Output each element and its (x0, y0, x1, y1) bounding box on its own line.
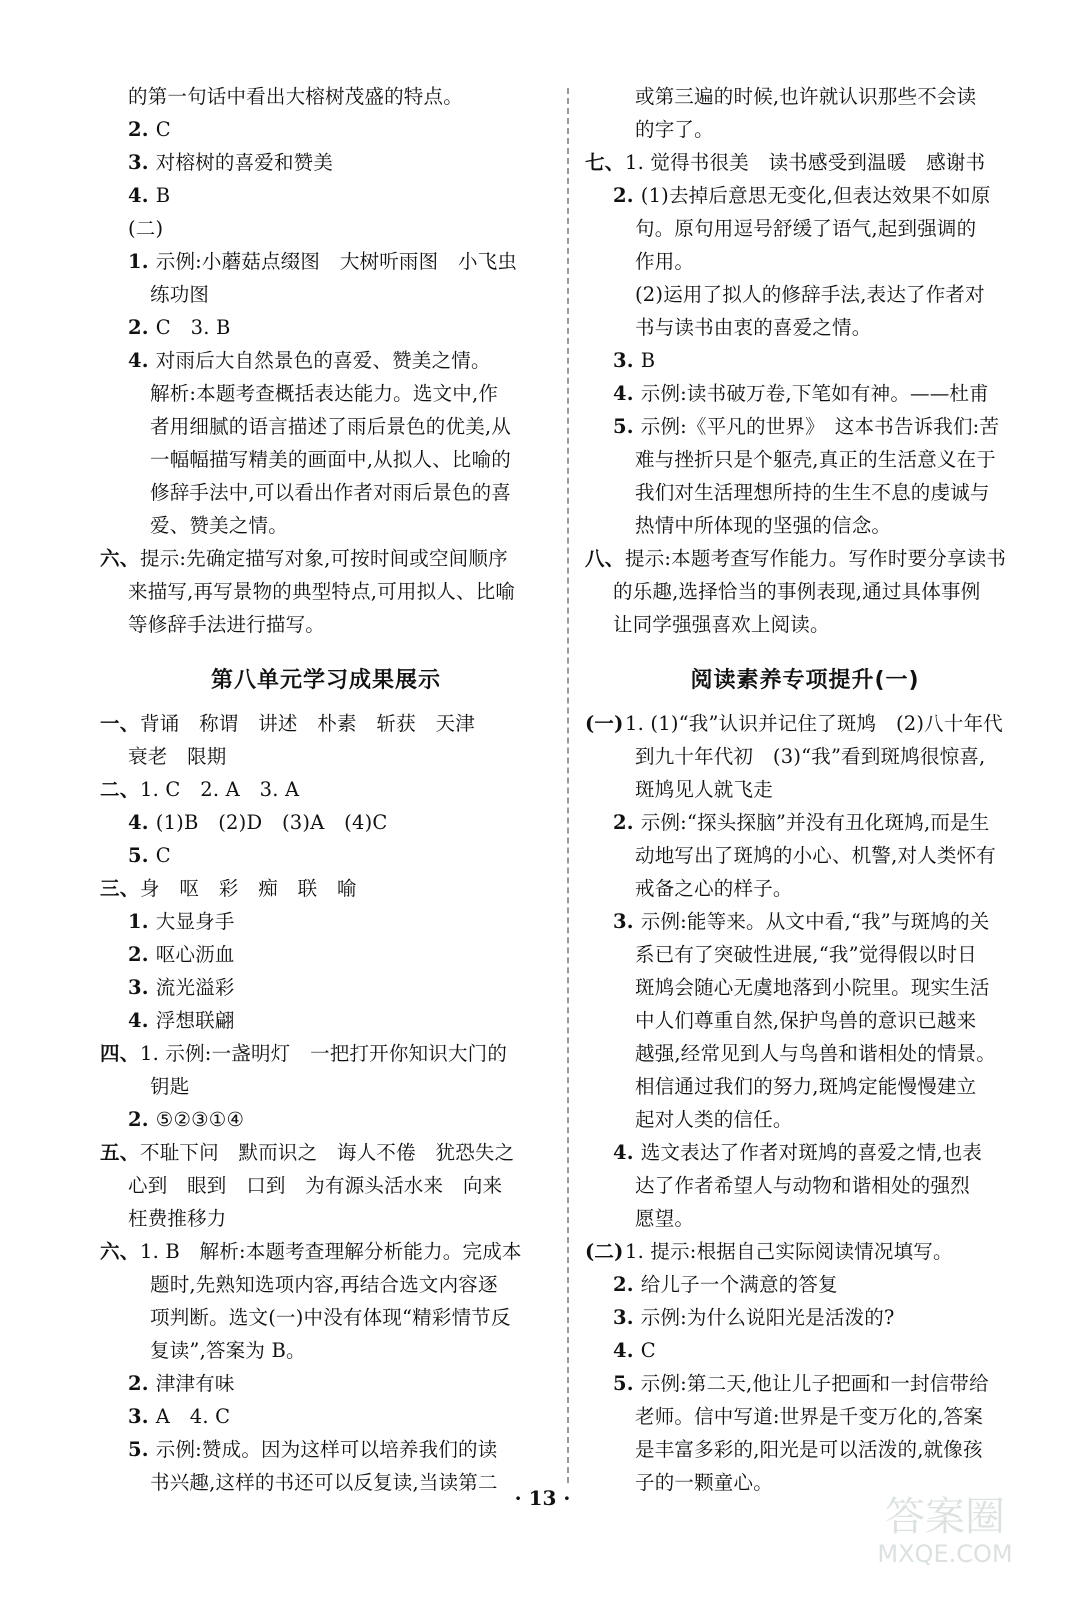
line-content: 不耻下问 默而识之 诲人不倦 犹恐失之 (140, 1141, 515, 1164)
answer-line (100, 443, 552, 476)
answer-text (150, 1301, 511, 1334)
answer-line (585, 146, 1025, 179)
line-content: 的第一句话中看出大榕树茂盛的特点。 (128, 85, 463, 108)
answer-text (613, 410, 999, 443)
line-content: B (155, 184, 171, 207)
answer-text (635, 311, 871, 344)
line-content: 身 呕 彩 痴 联 喻 (140, 877, 357, 900)
line-content: 心到 眼到 口到 为有源头活水来 向来 (128, 1174, 503, 1197)
answer-line (100, 938, 552, 971)
answer-line (585, 80, 1025, 113)
line-content: 者用细腻的语言描述了雨后景色的优美,从 (150, 415, 511, 438)
item-number: 3. (128, 151, 149, 174)
left-column (100, 80, 552, 1499)
line-content: 枉费推移力 (128, 1207, 227, 1230)
answer-line (100, 278, 552, 311)
line-content: 示例:“探头探脑”并没有丑化斑鸠,而是生 (640, 811, 990, 834)
answer-text (150, 410, 511, 443)
answer-line (585, 245, 1025, 278)
line-content: 达了作者希望人与动物和谐相处的强烈 (635, 1174, 970, 1197)
answer-text (635, 113, 714, 146)
line-content: 系已有了突破性进展,“我”觉得假以时日 (635, 943, 977, 966)
answer-text (613, 179, 991, 212)
answer-line (100, 1169, 552, 1202)
answer-text (128, 905, 235, 938)
answer-line (585, 1136, 1025, 1169)
answer-text (150, 443, 511, 476)
question-label: 八、 (585, 547, 625, 570)
line-content: 书兴趣,这样的书还可以反复读,当读第二 (150, 1471, 498, 1494)
answer-text (635, 1169, 970, 1202)
line-content: 1. B 解析:本题考查理解分析能力。完成本 (140, 1240, 522, 1263)
question-label: 五、 (100, 1141, 140, 1164)
line-content: 1. 觉得书很美 读书感受到温暖 感谢书 (625, 151, 986, 174)
item-number: 5. (613, 415, 634, 438)
answer-line (585, 1400, 1025, 1433)
line-content: 项判断。选文(一)中没有体现“精彩情节反 (150, 1306, 511, 1329)
item-number: 5. (613, 1372, 634, 1395)
answer-line (585, 344, 1025, 377)
right-bottom-block (585, 707, 1025, 1499)
line-content: 示例:赞成。因为这样可以培养我们的读 (155, 1438, 498, 1461)
line-content: 流光溢彩 (155, 976, 235, 999)
item-number: 3. (128, 976, 149, 999)
answer-text (128, 740, 227, 773)
answer-line (100, 179, 552, 212)
answer-text (150, 278, 209, 311)
answer-text (635, 872, 793, 905)
item-number: 2. (128, 943, 149, 966)
answer-line (585, 773, 1025, 806)
answer-text (635, 476, 990, 509)
answer-line (585, 1334, 1025, 1367)
line-content: 来描写,再写景物的典型特点,可用拟人、比喻 (128, 580, 516, 603)
item-number: 2. (128, 1108, 149, 1131)
answer-text (128, 80, 463, 113)
answer-line (585, 1235, 1025, 1268)
answer-text (613, 1268, 838, 1301)
line-content: 爱、赞美之情。 (150, 514, 288, 537)
line-content: 动地写出了斑鸠的小心、机警,对人类怀有 (635, 844, 996, 867)
line-content: 1. (1)“我”认识并记住了斑鸠 (2)八十年代 (625, 712, 1003, 735)
line-content: 大显身手 (155, 910, 235, 933)
line-content: ⑤②③①④ (155, 1108, 245, 1131)
watermark-logo (845, 1482, 1045, 1572)
line-content: 愿望。 (635, 1207, 695, 1230)
item-number: 2. (613, 184, 634, 207)
answer-line (585, 278, 1025, 311)
answer-text (635, 278, 985, 311)
answer-text (635, 740, 985, 773)
answer-line (100, 80, 552, 113)
answer-line (100, 1037, 552, 1070)
answer-text (128, 146, 333, 179)
line-content: C (155, 118, 171, 141)
watermark-main: 答案圈 (885, 1494, 1005, 1540)
line-content: (1)B (2)D (3)A (4)C (155, 811, 388, 834)
answer-line (585, 872, 1025, 905)
line-content: 老师。信中写道:世界是千变万化的,答案 (635, 1405, 984, 1428)
line-content: 是丰富多彩的,阳光是可以活泼的,就像孩 (635, 1438, 983, 1461)
line-content: 津津有味 (155, 1372, 235, 1395)
question-label: 七、 (585, 151, 625, 174)
item-number: 4. (128, 349, 149, 372)
item-number: 1. (128, 250, 149, 273)
line-content: 句。原句用逗号舒缓了语气,起到强调的 (635, 217, 977, 240)
answer-text (613, 806, 989, 839)
line-content: 练功图 (150, 283, 210, 306)
answer-line (585, 443, 1025, 476)
answer-text (128, 1367, 235, 1400)
line-content: C (640, 1339, 656, 1362)
left-top-block (100, 80, 552, 641)
line-content: 钥匙 (150, 1075, 190, 1098)
answer-line (100, 872, 552, 905)
item-number: 4. (128, 1009, 149, 1032)
answer-line (100, 971, 552, 1004)
answer-text (150, 476, 511, 509)
answer-text (625, 542, 1006, 575)
item-number: 1. (128, 910, 149, 933)
answer-text (625, 707, 1003, 740)
answer-line (100, 1400, 552, 1433)
answer-line (585, 1004, 1025, 1037)
line-content: 解析:本题考查概括表达能力。选文中,作 (150, 382, 499, 405)
answer-line (585, 806, 1025, 839)
answer-line (100, 509, 552, 542)
answer-line (585, 1433, 1025, 1466)
answer-line (100, 1433, 552, 1466)
answer-text (635, 1037, 996, 1070)
line-content: A 4. C (155, 1405, 231, 1428)
item-number: 2. (128, 316, 149, 339)
line-content: 或第三遍的时候,也许就认识那些不会读 (635, 85, 977, 108)
item-number: 2. (613, 811, 634, 834)
answer-line (585, 542, 1025, 575)
question-label: 二、 (100, 778, 140, 801)
answer-line (100, 1334, 552, 1367)
answer-text (128, 1004, 235, 1037)
answer-text (128, 839, 171, 872)
answer-line (100, 344, 552, 377)
answer-line (100, 773, 552, 806)
answer-text (613, 1334, 656, 1367)
answer-text (635, 1070, 976, 1103)
line-content: 戒备之心的样子。 (635, 877, 793, 900)
answer-line (100, 542, 552, 575)
answer-line (585, 905, 1025, 938)
answer-text (128, 608, 325, 641)
answer-text (128, 311, 231, 344)
right-top-block (585, 80, 1025, 641)
answer-text (128, 1169, 502, 1202)
answer-line (100, 1235, 552, 1268)
answer-line (100, 410, 552, 443)
line-content: 1. 示例:一盏明灯 一把打开你知识大门的 (140, 1042, 508, 1065)
question-label: (一) (585, 712, 624, 735)
line-content: 一幅幅描写精美的画面中,从拟人、比喻的 (150, 448, 511, 471)
answer-text (140, 872, 357, 905)
answer-line (100, 1004, 552, 1037)
section-heading-unit-8: 第八单元学习成果展示 (210, 668, 441, 693)
answer-line (100, 1367, 552, 1400)
answer-line (100, 1301, 552, 1334)
answer-line (585, 1103, 1025, 1136)
answer-text (128, 806, 388, 839)
line-content: 示例:读书破万卷,下笔如有神。——杜甫 (640, 382, 989, 405)
answer-text (128, 212, 163, 245)
answer-text (635, 1433, 983, 1466)
answer-line (100, 476, 552, 509)
item-number: 4. (613, 1339, 634, 1362)
answer-text (128, 245, 517, 278)
answer-text (128, 344, 491, 377)
answer-text (613, 575, 980, 608)
item-number: 3. (613, 910, 634, 933)
answer-line (100, 575, 552, 608)
line-content: C 3. B (155, 316, 231, 339)
answer-line (100, 113, 552, 146)
line-content: 子的一颗童心。 (635, 1471, 773, 1494)
line-content: 相信通过我们的努力,斑鸠定能慢慢建立 (635, 1075, 977, 1098)
answer-text (128, 971, 235, 1004)
item-number: 4. (613, 382, 634, 405)
item-number: 2. (128, 1372, 149, 1395)
answer-line (585, 938, 1025, 971)
line-content: 起对人类的信任。 (635, 1108, 793, 1131)
answer-line (100, 1103, 552, 1136)
line-content: 示例:第二天,他让儿子把画和一封信带给 (640, 1372, 989, 1395)
answer-line (100, 1070, 552, 1103)
line-content: 衰老 限期 (128, 745, 227, 768)
line-content: B (640, 349, 656, 372)
item-number: 3. (128, 1405, 149, 1428)
line-content: 等修辞手法进行描写。 (128, 613, 326, 636)
question-label: 六、 (100, 547, 140, 570)
answer-line (100, 245, 552, 278)
answer-text (635, 773, 773, 806)
answer-text (613, 608, 830, 641)
line-content: 斑鸠会随心无虞地落到小院里。现实生活 (635, 976, 990, 999)
line-content: 示例:能等来。从文中看,“我”与斑鸠的关 (640, 910, 990, 933)
line-content: 难与挫折只是个躯壳,真正的生活意义在于 (635, 448, 996, 471)
line-content: 题时,先熟知选项内容,再结合选文内容逐 (150, 1273, 498, 1296)
line-content: (1)去掉后意思无变化,但表达效果不如原 (640, 184, 991, 207)
question-label: (二) (585, 1240, 624, 1263)
answer-text (613, 905, 989, 938)
answer-text (150, 1268, 498, 1301)
answer-text (140, 773, 299, 806)
answer-text (128, 1202, 227, 1235)
answer-text (635, 212, 976, 245)
item-number: 5. (128, 844, 149, 867)
answer-text (635, 971, 990, 1004)
line-content: 呕心沥血 (155, 943, 235, 966)
answer-line (100, 707, 552, 740)
answer-line (585, 575, 1025, 608)
answer-line (585, 509, 1025, 542)
answer-line (100, 311, 552, 344)
answer-text (150, 1334, 306, 1367)
answer-line (100, 740, 552, 773)
question-label: 一、 (100, 712, 140, 735)
answer-text (140, 1037, 507, 1070)
answer-line (100, 608, 552, 641)
line-content: 修辞手法中,可以看出作者对雨后景色的喜 (150, 481, 511, 504)
question-label: 六、 (100, 1240, 140, 1263)
item-number: 4. (128, 811, 149, 834)
line-content: 中人们尊重自然,保护鸟兽的意识已越来 (635, 1009, 977, 1032)
answer-line (585, 608, 1025, 641)
answer-text (128, 179, 170, 212)
answer-line (100, 212, 552, 245)
answer-line (100, 146, 552, 179)
answer-text (613, 1136, 982, 1169)
item-number: 3. (613, 1306, 634, 1329)
left-bottom-block (100, 707, 552, 1499)
answer-text (635, 839, 996, 872)
answer-text (150, 509, 288, 542)
item-number: 3. (613, 349, 634, 372)
answer-text (150, 377, 498, 410)
answer-line (585, 839, 1025, 872)
answer-line (585, 1070, 1025, 1103)
answer-line (585, 377, 1025, 410)
answer-line (585, 410, 1025, 443)
line-content: 浮想联翩 (155, 1009, 235, 1032)
line-content: 背诵 称谓 讲述 朴素 斩获 天津 (140, 712, 475, 735)
line-content: 的字了。 (635, 118, 714, 141)
line-content: 提示:本题考查写作能力。写作时要分享读书 (625, 547, 1007, 570)
page-number-value: 13 (528, 1486, 557, 1510)
item-number: 5. (128, 1438, 149, 1461)
answer-line (585, 1037, 1025, 1070)
answer-line (585, 476, 1025, 509)
answer-line (585, 1169, 1025, 1202)
line-content: 复读”,答案为 B。 (150, 1339, 306, 1362)
answer-text (635, 1202, 694, 1235)
line-content: 让同学强强喜欢上阅读。 (613, 613, 830, 636)
answer-line (100, 377, 552, 410)
line-content: 斑鸠见人就飞走 (635, 778, 773, 801)
answer-text (128, 1103, 244, 1136)
answer-line (585, 1202, 1025, 1235)
line-content: 示例:《平凡的世界》 这本书告诉我们:苦 (640, 415, 1000, 438)
answer-text (635, 1400, 983, 1433)
watermark-url: MXQE.COM (877, 1540, 1013, 1568)
answer-text (613, 1367, 989, 1400)
answer-text (613, 1301, 895, 1334)
answer-text (128, 113, 171, 146)
line-content: 示例:小蘑菇点缀图 大树听雨图 小飞虫 (155, 250, 518, 273)
item-number: 4. (128, 184, 149, 207)
line-content: 1. 提示:根据自己实际阅读情况填写。 (625, 1240, 953, 1263)
answer-text (635, 443, 996, 476)
answer-line (585, 1268, 1025, 1301)
answer-text (625, 1235, 953, 1268)
line-content: 作用。 (635, 250, 695, 273)
line-content: 示例:为什么说阳光是活泼的? (640, 1306, 895, 1329)
answer-line (585, 179, 1025, 212)
page-number: · 13 · (514, 1486, 571, 1510)
answer-line (585, 311, 1025, 344)
answer-line (585, 971, 1025, 1004)
line-content: 选文表达了作者对斑鸠的喜爱之情,也表 (640, 1141, 983, 1164)
answer-text (635, 509, 891, 542)
answer-line (585, 740, 1025, 773)
line-content: 提示:先确定描写对象,可按时间或空间顺序 (140, 547, 508, 570)
answer-line (585, 1367, 1025, 1400)
answer-line (585, 212, 1025, 245)
line-content: 越强,经常见到人与鸟兽和谐相处的情景。 (635, 1042, 996, 1065)
answer-text (625, 146, 985, 179)
line-content: 给儿子一个满意的答复 (640, 1273, 838, 1296)
item-number: 4. (613, 1141, 634, 1164)
section-heading-reading: 阅读素养专项提升(一) (690, 668, 920, 693)
answer-line (100, 1202, 552, 1235)
answer-line (100, 839, 552, 872)
answer-text (613, 377, 989, 410)
item-number: 2. (613, 1273, 634, 1296)
answer-text (128, 575, 515, 608)
question-label: 三、 (100, 877, 140, 900)
answer-text (150, 1070, 189, 1103)
answer-text (635, 80, 976, 113)
question-label: 四、 (100, 1042, 140, 1065)
line-content: 对雨后大自然景色的喜爱、赞美之情。 (155, 349, 491, 372)
line-content: 1. C 2. A 3. A (140, 778, 300, 801)
column-divider (567, 88, 569, 1483)
answer-text (635, 245, 694, 278)
answer-line (585, 707, 1025, 740)
line-content: C (155, 844, 171, 867)
answer-line (100, 905, 552, 938)
right-column (585, 80, 1025, 1499)
answer-text (613, 344, 655, 377)
answer-line (585, 113, 1025, 146)
line-content: 我们对生活理想所持的生生不息的虔诚与 (635, 481, 990, 504)
answer-text (140, 1235, 522, 1268)
line-content: 热情中所体现的坚强的信念。 (635, 514, 892, 537)
answer-line (100, 806, 552, 839)
answer-line (100, 1136, 552, 1169)
item-number: 2. (128, 118, 149, 141)
line-content: 到九十年代初 (3)“我”看到斑鸠很惊喜, (635, 745, 986, 768)
answer-text (140, 1136, 514, 1169)
line-content: 书与读书由衷的喜爱之情。 (635, 316, 872, 339)
answer-text (140, 542, 508, 575)
answer-text (128, 938, 235, 971)
line-content: 的乐趣,选择恰当的事例表现,通过具体事例 (613, 580, 981, 603)
answer-text (128, 1433, 497, 1466)
line-content: (2)运用了拟人的修辞手法,表达了作者对 (635, 283, 985, 306)
answer-text (128, 1400, 230, 1433)
answer-text (635, 1103, 793, 1136)
answer-text (140, 707, 475, 740)
line-content: (二) (128, 217, 164, 240)
answer-text (635, 1004, 976, 1037)
answer-line (100, 1268, 552, 1301)
answer-line (585, 1301, 1025, 1334)
answer-text (635, 938, 977, 971)
line-content: 对榕树的喜爱和赞美 (155, 151, 334, 174)
